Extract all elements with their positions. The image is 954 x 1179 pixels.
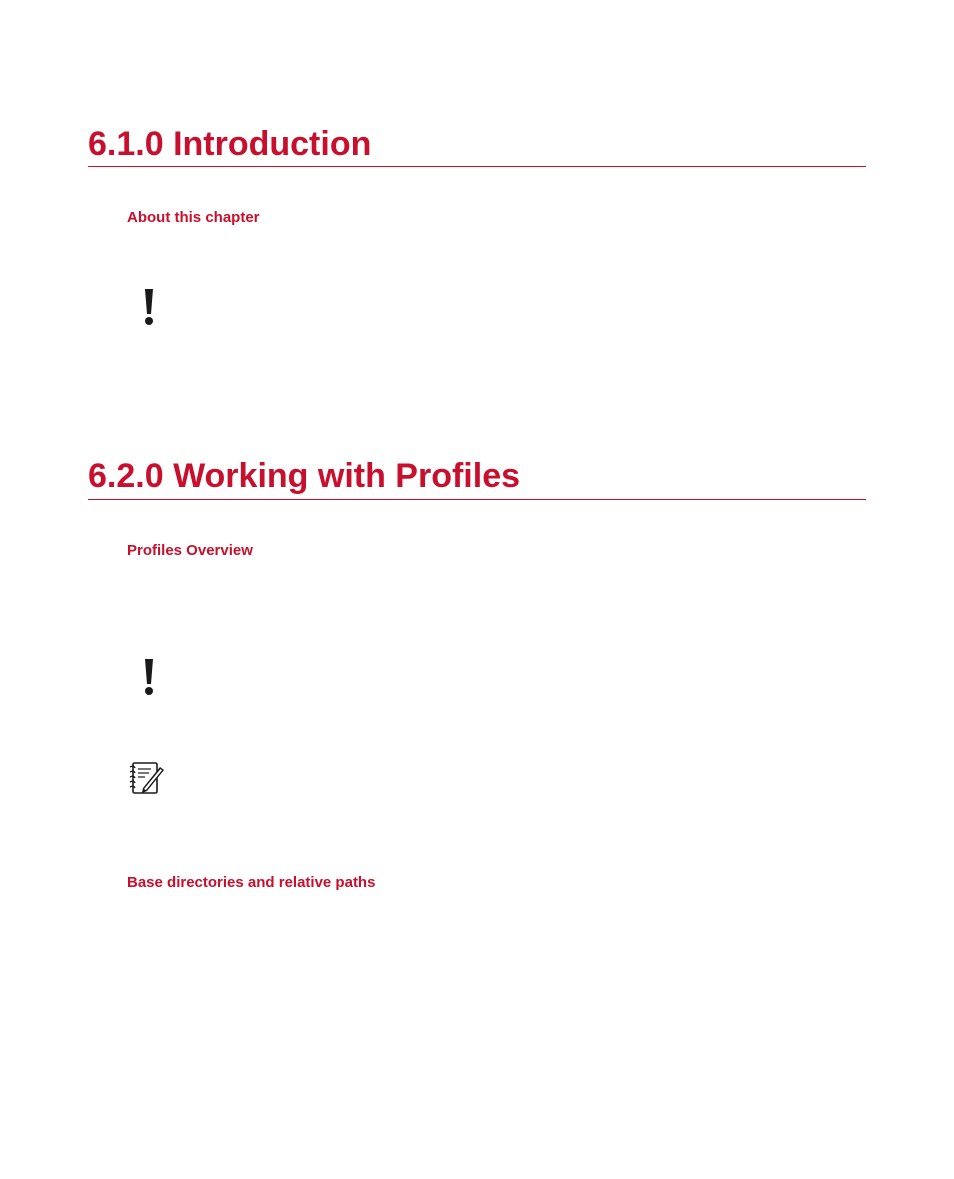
subheading-profiles-overview: Profiles Overview <box>127 542 253 559</box>
caution-icon <box>138 657 160 697</box>
subheading-about-this-chapter: About this chapter <box>127 209 260 226</box>
section-title-working-with-profiles: 6.2.0 Working with Profiles <box>88 457 521 495</box>
subheading-base-directories: Base directories and relative paths <box>127 874 376 891</box>
note-icon <box>127 758 167 798</box>
caution-icon <box>138 287 160 327</box>
section-divider <box>88 166 866 167</box>
section-divider <box>88 499 866 500</box>
section-title-introduction: 6.1.0 Introduction <box>88 125 372 163</box>
